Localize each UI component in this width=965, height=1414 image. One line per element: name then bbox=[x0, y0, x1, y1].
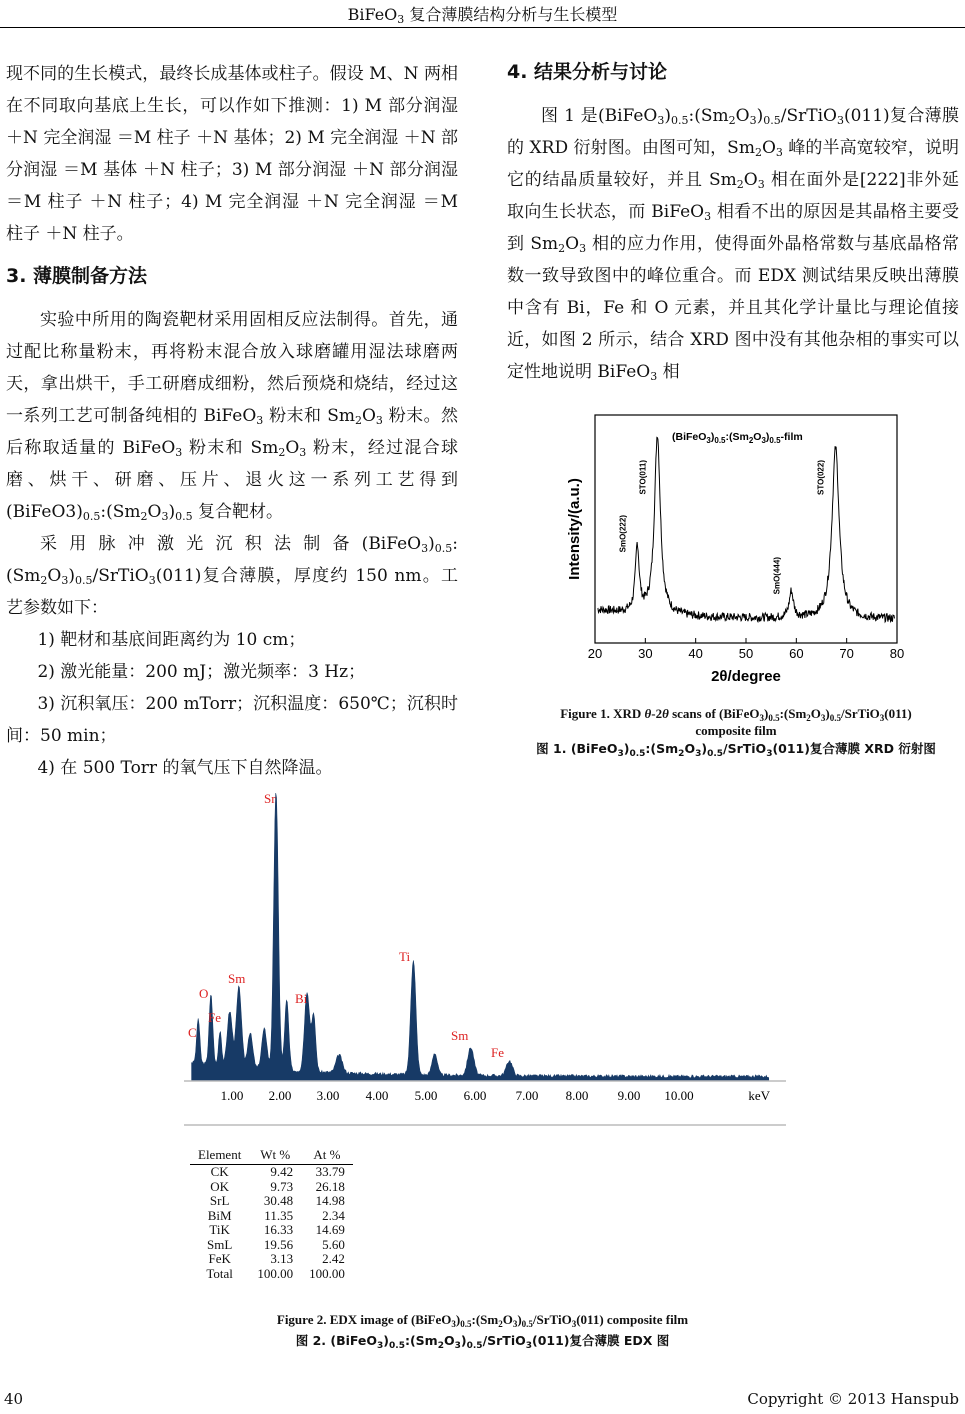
edx-peak-label: Bi bbox=[295, 991, 308, 1006]
table-cell: 14.98 bbox=[315, 1193, 345, 1208]
table-cell: 100.00 bbox=[309, 1265, 345, 1281]
table-cell: 2.34 bbox=[322, 1207, 345, 1223]
table-cell: TiK bbox=[209, 1222, 230, 1237]
left-column bbox=[6, 58, 458, 784]
edx-tick-label: 9.00 bbox=[617, 1088, 641, 1103]
edx-unit-label: keV bbox=[748, 1088, 770, 1103]
xrd-xlabel: 2θ/degree bbox=[711, 668, 781, 685]
xrd-peak-labels bbox=[618, 460, 825, 595]
figure-2-caption-zh: 图 2. $(BiFeO_3)_{0.5}:(Sm_2O_3)_{0.5}/SrTiO_3(011)$复合薄膜 EDX 图 bbox=[295, 1333, 670, 1351]
copyright: Copyright © 2013 Hanspub bbox=[747, 1390, 959, 1408]
edx-tick-label: 2.00 bbox=[268, 1088, 292, 1103]
table-cell: 9.42 bbox=[270, 1164, 294, 1179]
list-item: 3) 沉积氧压：200 mTorr；沉积温度：650℃；沉积时间：50 min； bbox=[6, 694, 458, 746]
edx-tick-label: 6.00 bbox=[463, 1088, 487, 1103]
section-heading-4: 4. 结果分析与讨论 bbox=[507, 61, 668, 83]
table-row bbox=[190, 1209, 353, 1224]
xrd-tick-label: 80 bbox=[889, 646, 905, 661]
paragraph-pld: 采用脉冲激光沉积法制备$(BiFeO_3)_{0.5}:(Sm_2O_3)_{0.5}/SrTiO_3(011)$复合薄膜，厚度约 150 nm。工艺参数如下： bbox=[6, 534, 458, 618]
xrd-tick-label: 30 bbox=[638, 646, 653, 661]
xrd-tick-label: 50 bbox=[738, 646, 754, 661]
table-header-element: Element bbox=[190, 1146, 249, 1165]
xrd-x-ticks bbox=[588, 638, 904, 661]
table-cell: 16.33 bbox=[263, 1222, 294, 1237]
table-cell: BiM bbox=[207, 1207, 232, 1223]
paragraph-results: 图 1 是$(BiFeO_3)_{0.5}:(Sm_2O_3)_{0.5}/SrTiO_3(011)$复合薄膜的 XRD 衍射图。由图可知，$Sm_2O_3$ 峰的半高宽较窄，说明它的结晶质量较好，并且 $Sm_2O_3$ 相在面外是[222]非外延取向生长状态，而 BiFeO$_3$ 相看不出的原因是其晶格主要受到 $Sm_2O_3$ 相的应力作用，使得面外晶格常数与基底晶格常数一致导致图中的峰位重合。而 EDX 测试结果反映出薄膜中含有 Bi，Fe 和 O 元素，并且其化学计量比与理论值接近，如图 2 所示，结合 XRD 图中没有其他杂相的事实可以定性地说明 BiFeO$_3$ 相 bbox=[507, 106, 959, 383]
table-cell: OK bbox=[210, 1178, 230, 1194]
edx-peak-label: Ti bbox=[399, 949, 411, 964]
right-column bbox=[507, 58, 959, 388]
table-row bbox=[190, 1165, 353, 1180]
table-cell: 5.60 bbox=[322, 1236, 345, 1252]
edx-tick-label: 10.00 bbox=[664, 1088, 694, 1103]
xrd-legend: $(BiFeO_3)_{0.5}:(Sm_2O_3)_{0.5}$-film bbox=[672, 431, 803, 445]
table-cell: SrL bbox=[209, 1193, 230, 1208]
header-rule bbox=[0, 27, 965, 28]
table-cell: 30.48 bbox=[263, 1193, 294, 1208]
table-cell: Total bbox=[206, 1265, 233, 1281]
table-cell: 11.35 bbox=[264, 1207, 294, 1223]
figure-1-caption-en: Figure 1. XRD θ-2θ scans of $(BiFeO_3)_{0.5}:(Sm_2O_3)_{0.5}/SrTiO_3(011)$ composite film bbox=[560, 706, 912, 738]
edx-peak-label: Fe bbox=[491, 1045, 504, 1060]
table-cell: 2.42 bbox=[322, 1251, 345, 1266]
edx-peak-label: C bbox=[188, 1025, 197, 1040]
xrd-tick-label: 20 bbox=[587, 646, 603, 661]
table-cell: SmL bbox=[207, 1236, 233, 1252]
table-header-wt: Wt % bbox=[249, 1146, 301, 1165]
list-item: 4) 在 500 Torr 的氧气压下自然降温。 bbox=[37, 758, 333, 778]
xrd-peak-label: SmO(444) bbox=[772, 557, 782, 595]
figure-2-caption-en: Figure 2. EDX image of $(BiFeO_3)_{0.5}:(Sm_2O_3)_{0.5}/SrTiO_3(011)$ composite film bbox=[276, 1312, 689, 1329]
table-row bbox=[190, 1194, 353, 1209]
xrd-plot-frame bbox=[595, 415, 897, 643]
table-row bbox=[190, 1267, 353, 1282]
edx-tick-label: 7.00 bbox=[515, 1088, 539, 1103]
edx-spectrum bbox=[180, 780, 790, 1130]
table-cell: 33.79 bbox=[315, 1164, 345, 1179]
section-heading-3: 3. 薄膜制备方法 bbox=[6, 265, 148, 287]
page-number: 40 bbox=[4, 1390, 24, 1408]
table-row bbox=[190, 1252, 353, 1267]
paragraph-growth-modes: 现不同的生长模式，最终长成基体或柱子。假设 M、N 两相在不同取向基底上生长，可以作如下推测：1) M 部分润湿 ＋N 完全润湿 ＝M 柱子 ＋N 基体；2) M 完全润湿 ＋N 部分润湿 ＝M 基体 ＋N 柱子；3) M 部分润湿 ＋N 部分润湿 ＝M 柱子 ＋N 柱子；4) M 完全润湿 ＋N 完全润湿 ＝M 柱子 ＋N 柱子。 bbox=[6, 64, 458, 244]
xrd-ylabel: Intensity/(a.u.) bbox=[566, 478, 583, 580]
xrd-peak-label: SmO(222) bbox=[618, 515, 628, 553]
paragraph-target-prep: 实验中所用的陶瓷靶材采用固相反应法制得。首先，通过配比称量粉末，再将粉末混合放入球磨罐用湿法球磨两天，拿出烘干，手工研磨成细粉，然后预烧和烧结，经过这一系列工艺可制备纯相的 BiFeO$_3$ 粉末和 $Sm_2O_3$ 粉末。然后称取适量的 BiFeO$_3$ 粉末和 $Sm_2O_3$ 粉末，经过混合球磨、烘干、研磨、压片、退火这一系列工艺得到$(BiFeO3)_{0.5}:(Sm_2O_3)_{0.5}$ 复合靶材。 bbox=[6, 310, 459, 523]
table-cell: 3.13 bbox=[270, 1251, 294, 1266]
table-header-at: At % bbox=[301, 1146, 353, 1165]
edx-tick-label: 1.00 bbox=[220, 1088, 244, 1103]
edx-peak-label: O bbox=[199, 986, 209, 1001]
edx-peak-labels bbox=[188, 791, 504, 1060]
xrd-tick-label: 60 bbox=[789, 646, 804, 661]
table-row bbox=[190, 1238, 353, 1253]
table-row bbox=[190, 1223, 353, 1238]
edx-tick-label: 8.00 bbox=[565, 1088, 589, 1103]
table-cell: 19.56 bbox=[263, 1236, 294, 1252]
table-row bbox=[190, 1180, 353, 1195]
xrd-peak-label: STO(011) bbox=[638, 460, 648, 495]
edx-tick-label: 3.00 bbox=[316, 1088, 340, 1103]
running-header: BiFeO$_3$ 复合薄膜结构分析与生长模型 bbox=[347, 5, 618, 26]
table-header-row bbox=[190, 1146, 353, 1165]
edx-peak-label: Sr bbox=[264, 791, 276, 806]
table-cell: 9.73 bbox=[270, 1178, 294, 1194]
table-cell: 100.00 bbox=[257, 1265, 294, 1281]
figure-1-caption-zh: 图 1. $(BiFeO_3)_{0.5}:(Sm_2O_3)_{0.5}/SrTiO_3(011)$复合薄膜 XRD 衍射图 bbox=[536, 741, 936, 759]
edx-x-ticks bbox=[221, 1088, 694, 1103]
list-item: 1) 靶材和基底间距离约为 10 cm； bbox=[37, 630, 306, 650]
edx-tick-label: 4.00 bbox=[365, 1088, 389, 1103]
edx-spectrum-fill bbox=[192, 793, 769, 1080]
edx-peak-label: Fe bbox=[208, 1010, 221, 1025]
xrd-tick-label: 40 bbox=[688, 646, 703, 661]
edx-peak-label: Sm bbox=[451, 1028, 469, 1043]
list-item: 2) 激光能量：200 mJ；激光频率：3 Hz； bbox=[37, 662, 366, 682]
table-cell: 14.69 bbox=[315, 1222, 345, 1237]
edx-composition-table bbox=[190, 1146, 353, 1281]
xrd-chart bbox=[560, 405, 920, 695]
edx-tick-label: 5.00 bbox=[414, 1088, 438, 1103]
table-cell: CK bbox=[210, 1164, 229, 1179]
edx-peak-label: Sm bbox=[228, 971, 246, 986]
xrd-tick-label: 70 bbox=[839, 646, 854, 661]
xrd-peak-label: STO(022) bbox=[816, 460, 826, 495]
table-cell: FeK bbox=[208, 1251, 231, 1266]
table-cell: 26.18 bbox=[315, 1178, 345, 1194]
